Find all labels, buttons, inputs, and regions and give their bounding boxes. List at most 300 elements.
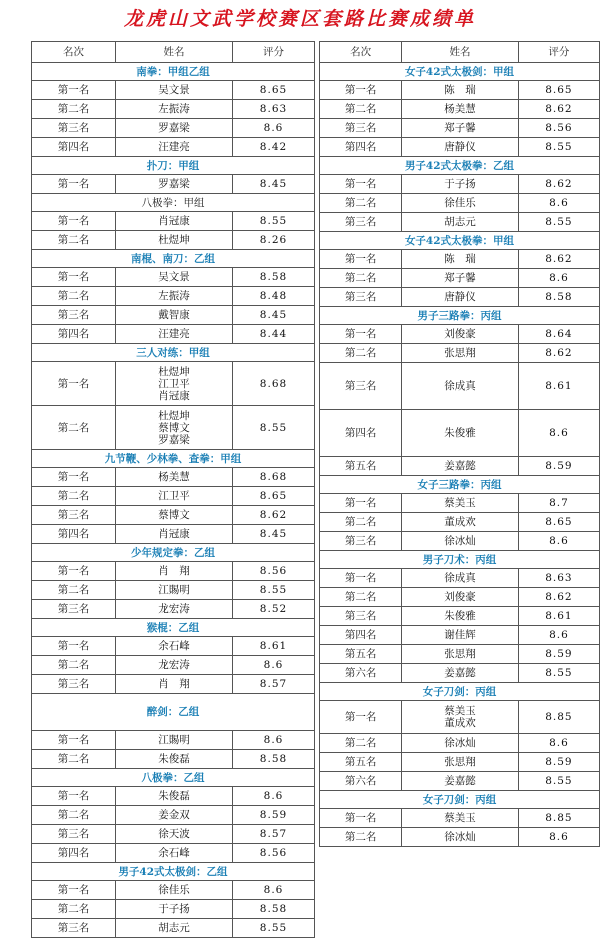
athlete-name-cell xyxy=(116,750,233,769)
athlete-name: 徐冰灿 xyxy=(444,535,476,547)
athlete-name: 杜煜坤 xyxy=(158,234,190,246)
rank-cell: 第二名 xyxy=(32,581,116,600)
result-row xyxy=(32,675,315,694)
result-row xyxy=(320,119,600,138)
score-cell: 8.59 xyxy=(518,645,599,664)
score-cell: 8.64 xyxy=(518,325,599,344)
result-row xyxy=(32,787,315,806)
event-group-title: 女子三路拳：丙组 xyxy=(320,476,600,494)
event-group-row xyxy=(32,157,315,175)
athlete-name: 杜煜坤 xyxy=(158,365,190,378)
result-row xyxy=(320,513,600,532)
athlete-name: 江賜明 xyxy=(158,734,190,746)
score-cell: 8.57 xyxy=(233,825,315,844)
athlete-name-cell xyxy=(402,344,519,363)
event-group-row xyxy=(320,476,600,494)
result-row xyxy=(320,194,600,213)
athlete-name: 姜金双 xyxy=(158,809,190,821)
rank-cell: 第五名 xyxy=(320,753,402,772)
athlete-name: 江卫平 xyxy=(158,490,190,502)
score-cell: 8.62 xyxy=(518,588,599,607)
score-cell: 8.57 xyxy=(233,675,315,694)
athlete-name-cell xyxy=(402,194,519,213)
score-cell: 8.6 xyxy=(518,626,599,645)
athlete-name-cell xyxy=(402,513,519,532)
athlete-name-cell xyxy=(116,268,233,287)
athlete-name: 蔡美玉 xyxy=(444,497,476,509)
score-cell: 8.65 xyxy=(233,487,315,506)
score-cell: 8.6 xyxy=(233,787,315,806)
result-row xyxy=(32,268,315,287)
athlete-name-cell xyxy=(116,919,233,938)
athlete-name-cell xyxy=(116,637,233,656)
score-cell: 8.6 xyxy=(233,881,315,900)
result-row xyxy=(320,645,600,664)
rank-cell: 第三名 xyxy=(320,213,402,232)
athlete-name-cell xyxy=(116,525,233,544)
result-row xyxy=(32,325,315,344)
athlete-name-cell xyxy=(402,250,519,269)
score-cell: 8.59 xyxy=(518,753,599,772)
athlete-name: 陈 瑞 xyxy=(444,253,476,265)
event-group-title: 八极拳：甲组 xyxy=(32,194,315,212)
score-cell: 8.65 xyxy=(518,513,599,532)
rank-cell: 第一名 xyxy=(320,569,402,588)
result-row xyxy=(320,664,600,683)
result-row xyxy=(320,288,600,307)
athlete-name: 蔡美玉 xyxy=(444,705,476,717)
rank-cell: 第四名 xyxy=(320,626,402,645)
athlete-name: 汪建亮 xyxy=(158,328,190,340)
rank-cell: 第二名 xyxy=(32,487,116,506)
score-cell: 8.55 xyxy=(233,919,315,938)
rank-column-header: 名次 xyxy=(320,42,402,63)
athlete-name-cell xyxy=(402,138,519,157)
event-group-row xyxy=(32,450,315,468)
result-row xyxy=(32,750,315,769)
athlete-name-cell xyxy=(116,306,233,325)
result-row xyxy=(320,828,600,847)
event-group-title: 男子42式太极剑：乙组 xyxy=(32,863,315,881)
result-row xyxy=(32,525,315,544)
athlete-name: 姜嘉懿 xyxy=(444,460,476,472)
score-cell: 8.55 xyxy=(518,138,599,157)
athlete-name-cell xyxy=(402,325,519,344)
rank-cell: 第五名 xyxy=(320,645,402,664)
event-group-title: 少年规定拳：乙组 xyxy=(32,544,315,562)
result-row xyxy=(32,468,315,487)
result-row xyxy=(320,734,600,753)
athlete-name: 吴文景 xyxy=(158,84,190,96)
event-group-title: 三人对练：甲组 xyxy=(32,344,315,362)
rank-cell: 第一名 xyxy=(320,325,402,344)
event-group-row xyxy=(32,194,315,212)
athlete-name: 罗嘉梁 xyxy=(158,433,190,446)
result-row xyxy=(32,306,315,325)
rank-cell: 第一名 xyxy=(32,881,116,900)
result-row xyxy=(320,494,600,513)
rank-cell: 第一名 xyxy=(32,175,116,194)
athlete-name-cell xyxy=(116,175,233,194)
result-row xyxy=(32,656,315,675)
score-cell: 8.52 xyxy=(233,600,315,619)
rank-cell: 第二名 xyxy=(320,513,402,532)
result-row xyxy=(32,487,315,506)
athlete-name: 徐佳乐 xyxy=(158,884,190,896)
rank-cell: 第二名 xyxy=(320,194,402,213)
result-row xyxy=(32,731,315,750)
score-cell: 8.62 xyxy=(518,175,599,194)
rank-cell: 第一名 xyxy=(32,268,116,287)
athlete-name: 徐天波 xyxy=(158,828,190,840)
rank-cell: 第五名 xyxy=(320,457,402,476)
result-row xyxy=(320,325,600,344)
result-row xyxy=(320,410,600,457)
score-cell: 8.56 xyxy=(233,844,315,863)
result-row xyxy=(320,809,600,828)
athlete-name-cell xyxy=(116,287,233,306)
score-cell: 8.85 xyxy=(518,809,599,828)
athlete-name: 张思翔 xyxy=(444,648,476,660)
rank-cell: 第三名 xyxy=(320,532,402,551)
event-group-title: 猴棍：乙组 xyxy=(32,619,315,637)
event-group-title: 九节鞭、少林拳、查拳：甲组 xyxy=(32,450,315,468)
rank-cell: 第二名 xyxy=(32,750,116,769)
event-group-title: 醉剑：乙组 xyxy=(32,694,315,731)
rank-cell: 第二名 xyxy=(32,806,116,825)
score-cell: 8.56 xyxy=(233,562,315,581)
result-row xyxy=(32,175,315,194)
athlete-name-cell xyxy=(116,675,233,694)
athlete-name: 陈 瑞 xyxy=(444,84,476,96)
athlete-name-cell xyxy=(116,362,233,406)
results-table-right xyxy=(319,41,600,847)
score-column-header: 评分 xyxy=(518,42,599,63)
event-group-row xyxy=(32,63,315,81)
athlete-name-cell xyxy=(402,175,519,194)
result-row xyxy=(32,231,315,250)
score-cell: 8.6 xyxy=(233,656,315,675)
score-cell: 8.6 xyxy=(518,532,599,551)
score-cell: 8.65 xyxy=(518,81,599,100)
score-cell: 8.55 xyxy=(233,406,315,450)
athlete-name-cell xyxy=(116,506,233,525)
athlete-name-cell xyxy=(402,119,519,138)
athlete-name: 朱俊磊 xyxy=(158,753,190,765)
result-row xyxy=(320,588,600,607)
score-cell: 8.26 xyxy=(233,231,315,250)
athlete-name: 刘俊豪 xyxy=(444,591,476,603)
athlete-name-cell xyxy=(402,213,519,232)
result-row xyxy=(32,881,315,900)
result-row xyxy=(320,363,600,410)
score-cell: 8.61 xyxy=(233,637,315,656)
rank-cell: 第二名 xyxy=(320,344,402,363)
athlete-name: 汪建亮 xyxy=(158,141,190,153)
rank-cell: 第二名 xyxy=(320,100,402,119)
athlete-name: 龙宏涛 xyxy=(158,659,190,671)
athlete-name-cell xyxy=(402,569,519,588)
rank-cell: 第三名 xyxy=(32,675,116,694)
score-cell: 8.55 xyxy=(518,664,599,683)
athlete-name: 罗嘉梁 xyxy=(158,122,190,134)
athlete-name: 龙宏涛 xyxy=(158,603,190,615)
result-row xyxy=(320,753,600,772)
score-cell: 8.44 xyxy=(233,325,315,344)
name-column-header: 姓名 xyxy=(402,42,519,63)
rank-cell: 第三名 xyxy=(320,607,402,626)
result-row xyxy=(32,600,315,619)
score-cell: 8.58 xyxy=(233,268,315,287)
athlete-name-cell xyxy=(402,100,519,119)
result-row xyxy=(32,806,315,825)
name-column-header: 姓名 xyxy=(116,42,233,63)
rank-cell: 第四名 xyxy=(32,844,116,863)
result-row xyxy=(320,607,600,626)
athlete-name: 徐成真 xyxy=(444,380,476,392)
score-cell: 8.58 xyxy=(518,288,599,307)
athlete-name-cell xyxy=(116,806,233,825)
score-cell: 8.85 xyxy=(518,701,599,734)
rank-cell: 第一名 xyxy=(32,637,116,656)
athlete-name-cell xyxy=(402,645,519,664)
event-group-title: 八极拳：乙组 xyxy=(32,769,315,787)
athlete-name: 朱俊雅 xyxy=(444,610,476,622)
event-group-row xyxy=(320,683,600,701)
score-cell: 8.65 xyxy=(233,81,315,100)
score-cell: 8.58 xyxy=(233,750,315,769)
athlete-name-cell xyxy=(402,734,519,753)
athlete-name: 杨美慧 xyxy=(158,471,190,483)
rank-cell: 第三名 xyxy=(32,919,116,938)
athlete-name: 江賜明 xyxy=(158,584,190,596)
score-cell: 8.63 xyxy=(518,569,599,588)
athlete-name: 罗嘉梁 xyxy=(158,178,190,190)
result-row xyxy=(32,406,315,450)
athlete-name: 肖冠康 xyxy=(158,215,190,227)
event-group-title: 女子42式太极拳：甲组 xyxy=(320,232,600,250)
athlete-name-cell xyxy=(402,363,519,410)
athlete-name-cell xyxy=(116,231,233,250)
athlete-name-cell xyxy=(116,100,233,119)
event-group-row xyxy=(320,791,600,809)
athlete-name: 唐静仪 xyxy=(444,141,476,153)
result-row xyxy=(32,844,315,863)
result-row xyxy=(320,569,600,588)
event-group-title: 男子42式太极拳：乙组 xyxy=(320,157,600,175)
event-group-title: 男子刀术：丙组 xyxy=(320,551,600,569)
rank-cell: 第四名 xyxy=(32,138,116,157)
athlete-name-cell xyxy=(402,269,519,288)
event-group-row xyxy=(320,157,600,175)
rank-cell: 第一名 xyxy=(32,562,116,581)
athlete-name: 徐佳乐 xyxy=(444,197,476,209)
rank-cell: 第四名 xyxy=(320,410,402,457)
athlete-name: 左振涛 xyxy=(158,290,190,302)
rank-cell: 第一名 xyxy=(320,809,402,828)
result-row xyxy=(320,175,600,194)
score-cell: 8.6 xyxy=(518,194,599,213)
event-group-title: 南棍、南刀：乙组 xyxy=(32,250,315,268)
athlete-name: 肖 翔 xyxy=(158,678,190,690)
result-row xyxy=(32,119,315,138)
rank-cell: 第二名 xyxy=(32,406,116,450)
athlete-name: 蔡美玉 xyxy=(444,812,476,824)
score-cell: 8.7 xyxy=(518,494,599,513)
rank-cell: 第一名 xyxy=(32,787,116,806)
score-cell: 8.68 xyxy=(233,468,315,487)
athlete-name: 朱俊雅 xyxy=(444,427,476,439)
athlete-name-cell xyxy=(402,809,519,828)
athlete-name: 张思翔 xyxy=(444,756,476,768)
event-group-row xyxy=(32,250,315,268)
athlete-name-cell xyxy=(402,410,519,457)
result-row xyxy=(32,287,315,306)
score-cell: 8.61 xyxy=(518,363,599,410)
score-cell: 8.59 xyxy=(518,457,599,476)
page-title: 龙虎山文武学校赛区套路比赛成绩单 xyxy=(123,8,476,30)
rank-column-header: 名次 xyxy=(32,42,116,63)
result-row xyxy=(32,919,315,938)
result-row xyxy=(32,212,315,231)
event-group-row xyxy=(32,344,315,362)
rank-cell: 第一名 xyxy=(320,250,402,269)
rank-cell: 第一名 xyxy=(320,81,402,100)
athlete-name: 郑子馨 xyxy=(444,122,476,134)
score-cell: 8.55 xyxy=(233,581,315,600)
athlete-name-cell xyxy=(402,701,519,734)
athlete-name: 吴文景 xyxy=(158,271,190,283)
event-group-row xyxy=(32,619,315,637)
rank-cell: 第四名 xyxy=(320,138,402,157)
rank-cell: 第六名 xyxy=(320,664,402,683)
result-row xyxy=(320,457,600,476)
rank-cell: 第四名 xyxy=(32,325,116,344)
athlete-name-cell xyxy=(116,325,233,344)
athlete-name-cell xyxy=(116,138,233,157)
result-row xyxy=(320,269,600,288)
athlete-name-cell xyxy=(116,731,233,750)
athlete-name-cell xyxy=(402,664,519,683)
rank-cell: 第三名 xyxy=(32,119,116,138)
result-row xyxy=(320,701,600,734)
athlete-name: 张思翔 xyxy=(444,347,476,359)
athlete-name-cell xyxy=(402,753,519,772)
rank-cell: 第三名 xyxy=(320,288,402,307)
rank-cell: 第一名 xyxy=(32,212,116,231)
rank-cell: 第三名 xyxy=(320,119,402,138)
athlete-name: 胡志元 xyxy=(444,216,476,228)
rank-cell: 第二名 xyxy=(320,269,402,288)
rank-cell: 第一名 xyxy=(320,175,402,194)
athlete-name-cell xyxy=(402,532,519,551)
result-row xyxy=(32,581,315,600)
athlete-name: 肖冠康 xyxy=(158,528,190,540)
athlete-name: 戴智康 xyxy=(158,309,190,321)
event-group-title: 扑刀：甲组 xyxy=(32,157,315,175)
table-header-row xyxy=(32,42,315,63)
athlete-name-cell xyxy=(402,457,519,476)
event-group-row xyxy=(320,307,600,325)
score-cell: 8.6 xyxy=(518,828,599,847)
score-cell: 8.6 xyxy=(233,119,315,138)
athlete-name: 杜煜坤 xyxy=(158,409,190,422)
athlete-name: 左振涛 xyxy=(158,103,190,115)
rank-cell: 第二名 xyxy=(320,734,402,753)
event-group-title: 女子42式太极剑：甲组 xyxy=(320,63,600,81)
athlete-name-cell xyxy=(116,825,233,844)
athlete-name-cell xyxy=(402,626,519,645)
athlete-name: 谢佳辉 xyxy=(444,629,476,641)
result-row xyxy=(320,626,600,645)
athlete-name: 胡志元 xyxy=(158,922,190,934)
event-group-row xyxy=(32,863,315,881)
rank-cell: 第二名 xyxy=(32,287,116,306)
score-cell: 8.55 xyxy=(518,213,599,232)
score-cell: 8.6 xyxy=(518,734,599,753)
result-row xyxy=(320,81,600,100)
athlete-name-cell xyxy=(116,656,233,675)
score-column-header: 评分 xyxy=(233,42,315,63)
rank-cell: 第一名 xyxy=(32,468,116,487)
rank-cell: 第三名 xyxy=(32,600,116,619)
score-cell: 8.55 xyxy=(518,772,599,791)
athlete-name-cell xyxy=(402,588,519,607)
score-cell: 8.48 xyxy=(233,287,315,306)
event-group-title: 男子三路拳：丙组 xyxy=(320,307,600,325)
result-row xyxy=(32,562,315,581)
athlete-name-cell xyxy=(116,81,233,100)
athlete-name: 郑子馨 xyxy=(444,272,476,284)
score-cell: 8.45 xyxy=(233,525,315,544)
score-cell: 8.62 xyxy=(518,250,599,269)
event-group-title: 女子刀剑：丙组 xyxy=(320,683,600,701)
event-group-title: 南拳：甲组乙组 xyxy=(32,63,315,81)
athlete-name: 于子扬 xyxy=(444,178,476,190)
event-group-row xyxy=(32,694,315,731)
result-row xyxy=(32,506,315,525)
athlete-name: 徐冰灿 xyxy=(444,831,476,843)
event-group-row xyxy=(320,232,600,250)
rank-cell: 第二名 xyxy=(320,588,402,607)
athlete-name-cell xyxy=(116,119,233,138)
event-group-row xyxy=(320,63,600,81)
score-cell: 8.59 xyxy=(233,806,315,825)
result-row xyxy=(32,362,315,406)
score-cell: 8.6 xyxy=(233,731,315,750)
score-cell: 8.42 xyxy=(233,138,315,157)
athlete-name: 姜嘉懿 xyxy=(444,775,476,787)
athlete-name: 余石峰 xyxy=(158,640,190,652)
athlete-name: 朱俊磊 xyxy=(158,790,190,802)
rank-cell: 第一名 xyxy=(320,701,402,734)
athlete-name: 余石峰 xyxy=(158,847,190,859)
rank-cell: 第二名 xyxy=(32,100,116,119)
athlete-name: 唐静仪 xyxy=(444,291,476,303)
athlete-name-cell xyxy=(116,900,233,919)
athlete-name-cell xyxy=(116,844,233,863)
rank-cell: 第一名 xyxy=(32,81,116,100)
rank-cell: 第二名 xyxy=(32,656,116,675)
score-cell: 8.63 xyxy=(233,100,315,119)
event-group-row xyxy=(32,769,315,787)
result-row xyxy=(320,532,600,551)
result-row xyxy=(32,900,315,919)
result-row xyxy=(32,825,315,844)
athlete-name: 肖 翔 xyxy=(158,565,190,577)
table-header-row xyxy=(320,42,600,63)
athlete-name-cell xyxy=(402,288,519,307)
